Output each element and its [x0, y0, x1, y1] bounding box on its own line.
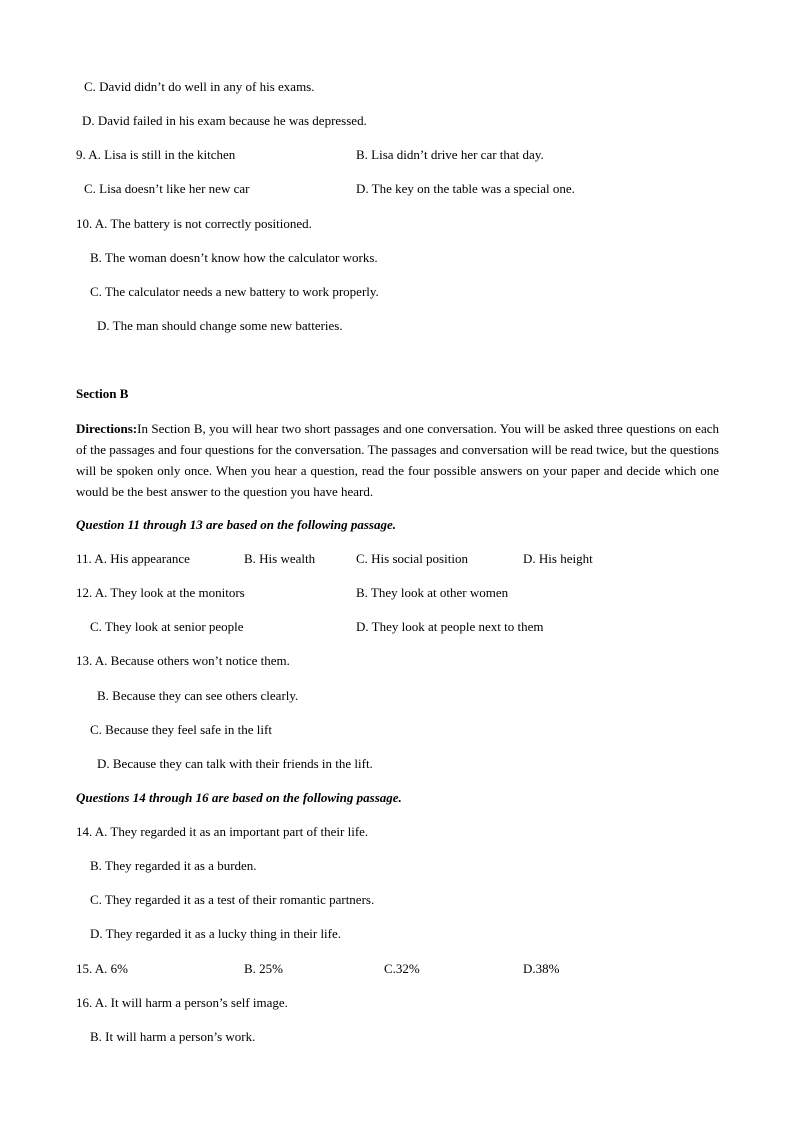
passage-2-heading: Questions 14 through 16 are based on the following passage. — [76, 790, 402, 805]
q11-option-d: D. His height — [523, 551, 593, 566]
q10-option-c: C. The calculator needs a new battery to work properly. — [90, 284, 379, 299]
q14-option-a: 14. A. They regarded it as an important part of their life. — [76, 824, 369, 839]
q15-option-d: D.38% — [523, 961, 560, 976]
q8-option-c: C. David didn’t do well in any of his exams. — [84, 79, 315, 94]
q13-option-c: C. Because they feel safe in the lift — [90, 722, 272, 737]
section-b-directions — [76, 418, 719, 502]
q9-option-d: D. The key on the table was a special one. — [356, 181, 575, 196]
q12-option-c: C. They look at senior people — [90, 619, 244, 634]
passage-1-heading: Question 11 through 13 are based on the following passage. — [76, 517, 396, 532]
q15-option-c: C.32% — [384, 961, 420, 976]
q8-option-d: D. David failed in his exam because he was depressed. — [82, 113, 367, 128]
q16-option-b: B. It will harm a person’s work. — [90, 1029, 256, 1044]
q10-option-d: D. The man should change some new batteries. — [97, 318, 343, 333]
q9-option-a: 9. A. Lisa is still in the kitchen — [76, 147, 236, 162]
q10-option-b: B. The woman doesn’t know how the calculator works. — [90, 250, 378, 265]
q12-option-b: B. They look at other women — [356, 585, 509, 600]
q11-option-c: C. His social position — [356, 551, 468, 566]
directions-label: Directions: — [76, 421, 138, 436]
q13-option-a: 13. A. Because others won’t notice them. — [76, 653, 290, 668]
q13-option-d: D. Because they can talk with their friends in the lift. — [97, 756, 373, 771]
q9-option-c: C. Lisa doesn’t like her new car — [84, 181, 250, 196]
q13-option-b: B. Because they can see others clearly. — [97, 688, 299, 703]
q11-option-a: 11. A. His appearance — [76, 551, 190, 566]
q14-option-d: D. They regarded it as a lucky thing in their life. — [90, 926, 342, 941]
q14-option-b: B. They regarded it as a burden. — [90, 858, 257, 873]
q10-option-a: 10. A. The battery is not correctly positioned. — [76, 216, 312, 231]
q15-option-b: B. 25% — [244, 961, 283, 976]
q14-option-c: C. They regarded it as a test of their romantic partners. — [90, 892, 375, 907]
q11-option-b: B. His wealth — [244, 551, 316, 566]
q12-option-d: D. They look at people next to them — [356, 619, 544, 634]
q16-option-a: 16. A. It will harm a person’s self image. — [76, 995, 288, 1010]
directions-text: In Section B, you will hear two short passages and one conversation. You will be asked three questions on each of the passages and four questions for the conversation. The passages and conversation will be read twice, but the questions will be spoken only once. When you hear a question, read the four possible answers on your paper and decide which one would be the best answer to the question you have heard. — [76, 421, 719, 499]
q12-option-a: 12. A. They look at the monitors — [76, 585, 245, 600]
q15-option-a: 15. A. 6% — [76, 961, 128, 976]
section-b-title: Section B — [76, 386, 129, 401]
q9-option-b: B. Lisa didn’t drive her car that day. — [356, 147, 544, 162]
